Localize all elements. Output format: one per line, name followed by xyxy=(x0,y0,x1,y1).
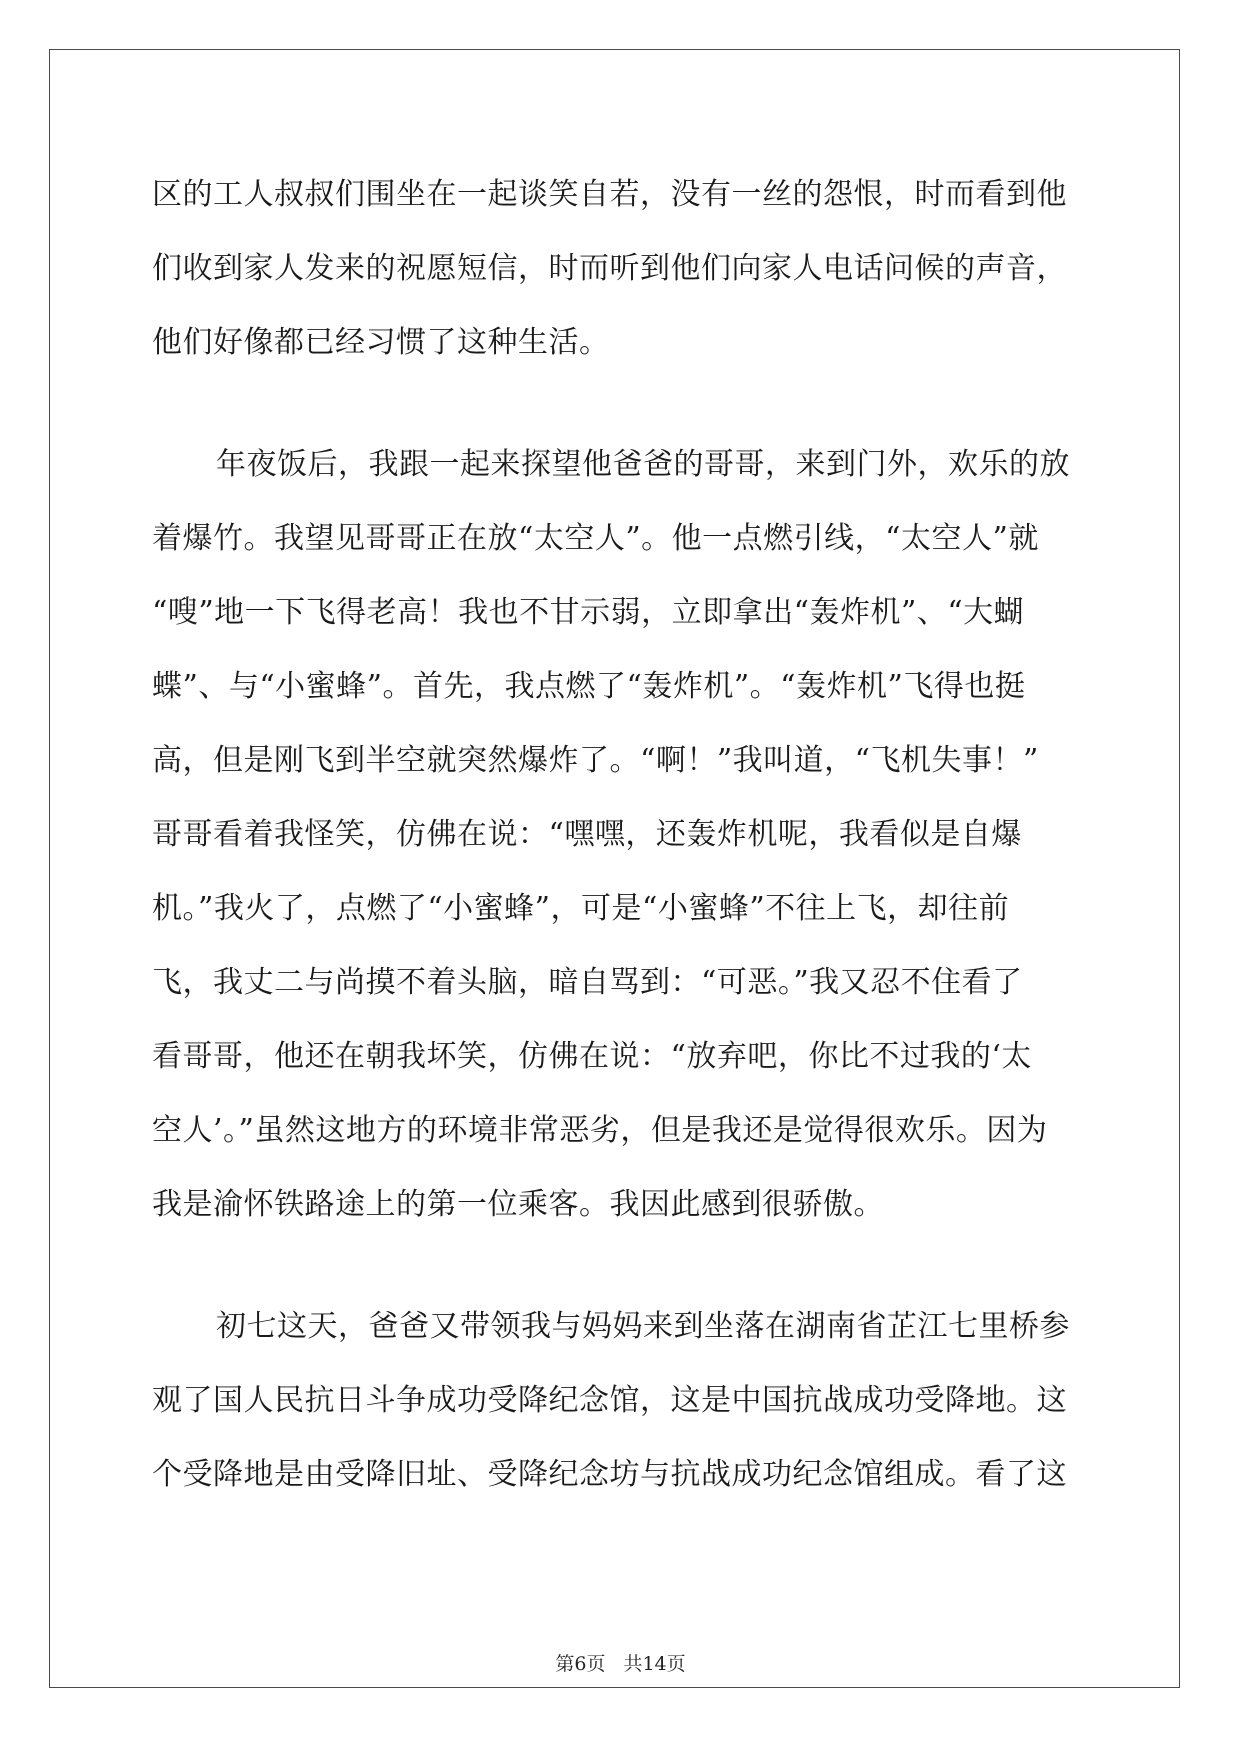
text-line: 个受降地是由受降旧址、受降纪念坊与抗战成功纪念馆组成。看了这 xyxy=(152,1457,1067,1492)
text-line: 飞，我丈二与尚摸不着头脑，暗自骂到：“可恶。”我又忍不住看了 xyxy=(152,965,1023,1000)
document-body xyxy=(152,158,1088,1512)
text-line: 们收到家人发来的祝愿短信，时而听到他们向家人电话问候的声音， xyxy=(152,251,1067,286)
text-line: 蝶”、与“小蜜蜂”。首先，我点燃了“轰炸机”。“轰炸机”飞得也挺 xyxy=(152,669,1026,704)
text-line: 年夜饭后，我跟一起来探望他爸爸的哥哥，来到门外，欢乐的放 xyxy=(216,447,1070,482)
text-line: 我是渝怀铁路途上的第一位乘客。我因此感到很骄傲。 xyxy=(152,1187,884,1222)
text-line: 他们好像都已经习惯了这种生活。 xyxy=(152,325,610,360)
page-number: 第6页 xyxy=(555,1653,606,1675)
text-line: 机。”我火了，点燃了“小蜜蜂”，可是“小蜜蜂”不往上飞，却往前 xyxy=(152,891,1010,926)
text-line: 空人’。”虽然这地方的环境非常恶劣，但是我还是觉得很欢乐。因为 xyxy=(152,1113,1048,1148)
text-line: 着爆竹。我望见哥哥正在放“太空人”。他一点燃引线，“太空人”就 xyxy=(152,521,1039,556)
text-line: “嗖”地一下飞得老高！我也不甘示弱，立即拿出“轰炸机”、“大蝴 xyxy=(152,595,1025,630)
text-line: 哥哥看着我怪笑，仿佛在说：“嘿嘿，还轰炸机呢，我看似是自爆 xyxy=(152,817,1022,852)
text-line: 看哥哥，他还在朝我坏笑，仿佛在说：“放弃吧，你比不过我的‘太 xyxy=(152,1039,1032,1074)
text-line: 初七这天，爸爸又带领我与妈妈来到坐落在湖南省芷江七里桥参 xyxy=(216,1309,1070,1344)
page-total: 共14页 xyxy=(623,1653,686,1675)
page-footer xyxy=(0,1653,1241,1675)
text-line: 高，但是刚飞到半空就突然爆炸了。“啊！”我叫道，“飞机失事！” xyxy=(152,743,1039,778)
text-line: 区的工人叔叔们围坐在一起谈笑自若，没有一丝的怨恨，时而看到他 xyxy=(152,177,1067,212)
text-line: 观了国人民抗日斗争成功受降纪念馆，这是中国抗战成功受降地。这 xyxy=(152,1383,1067,1418)
